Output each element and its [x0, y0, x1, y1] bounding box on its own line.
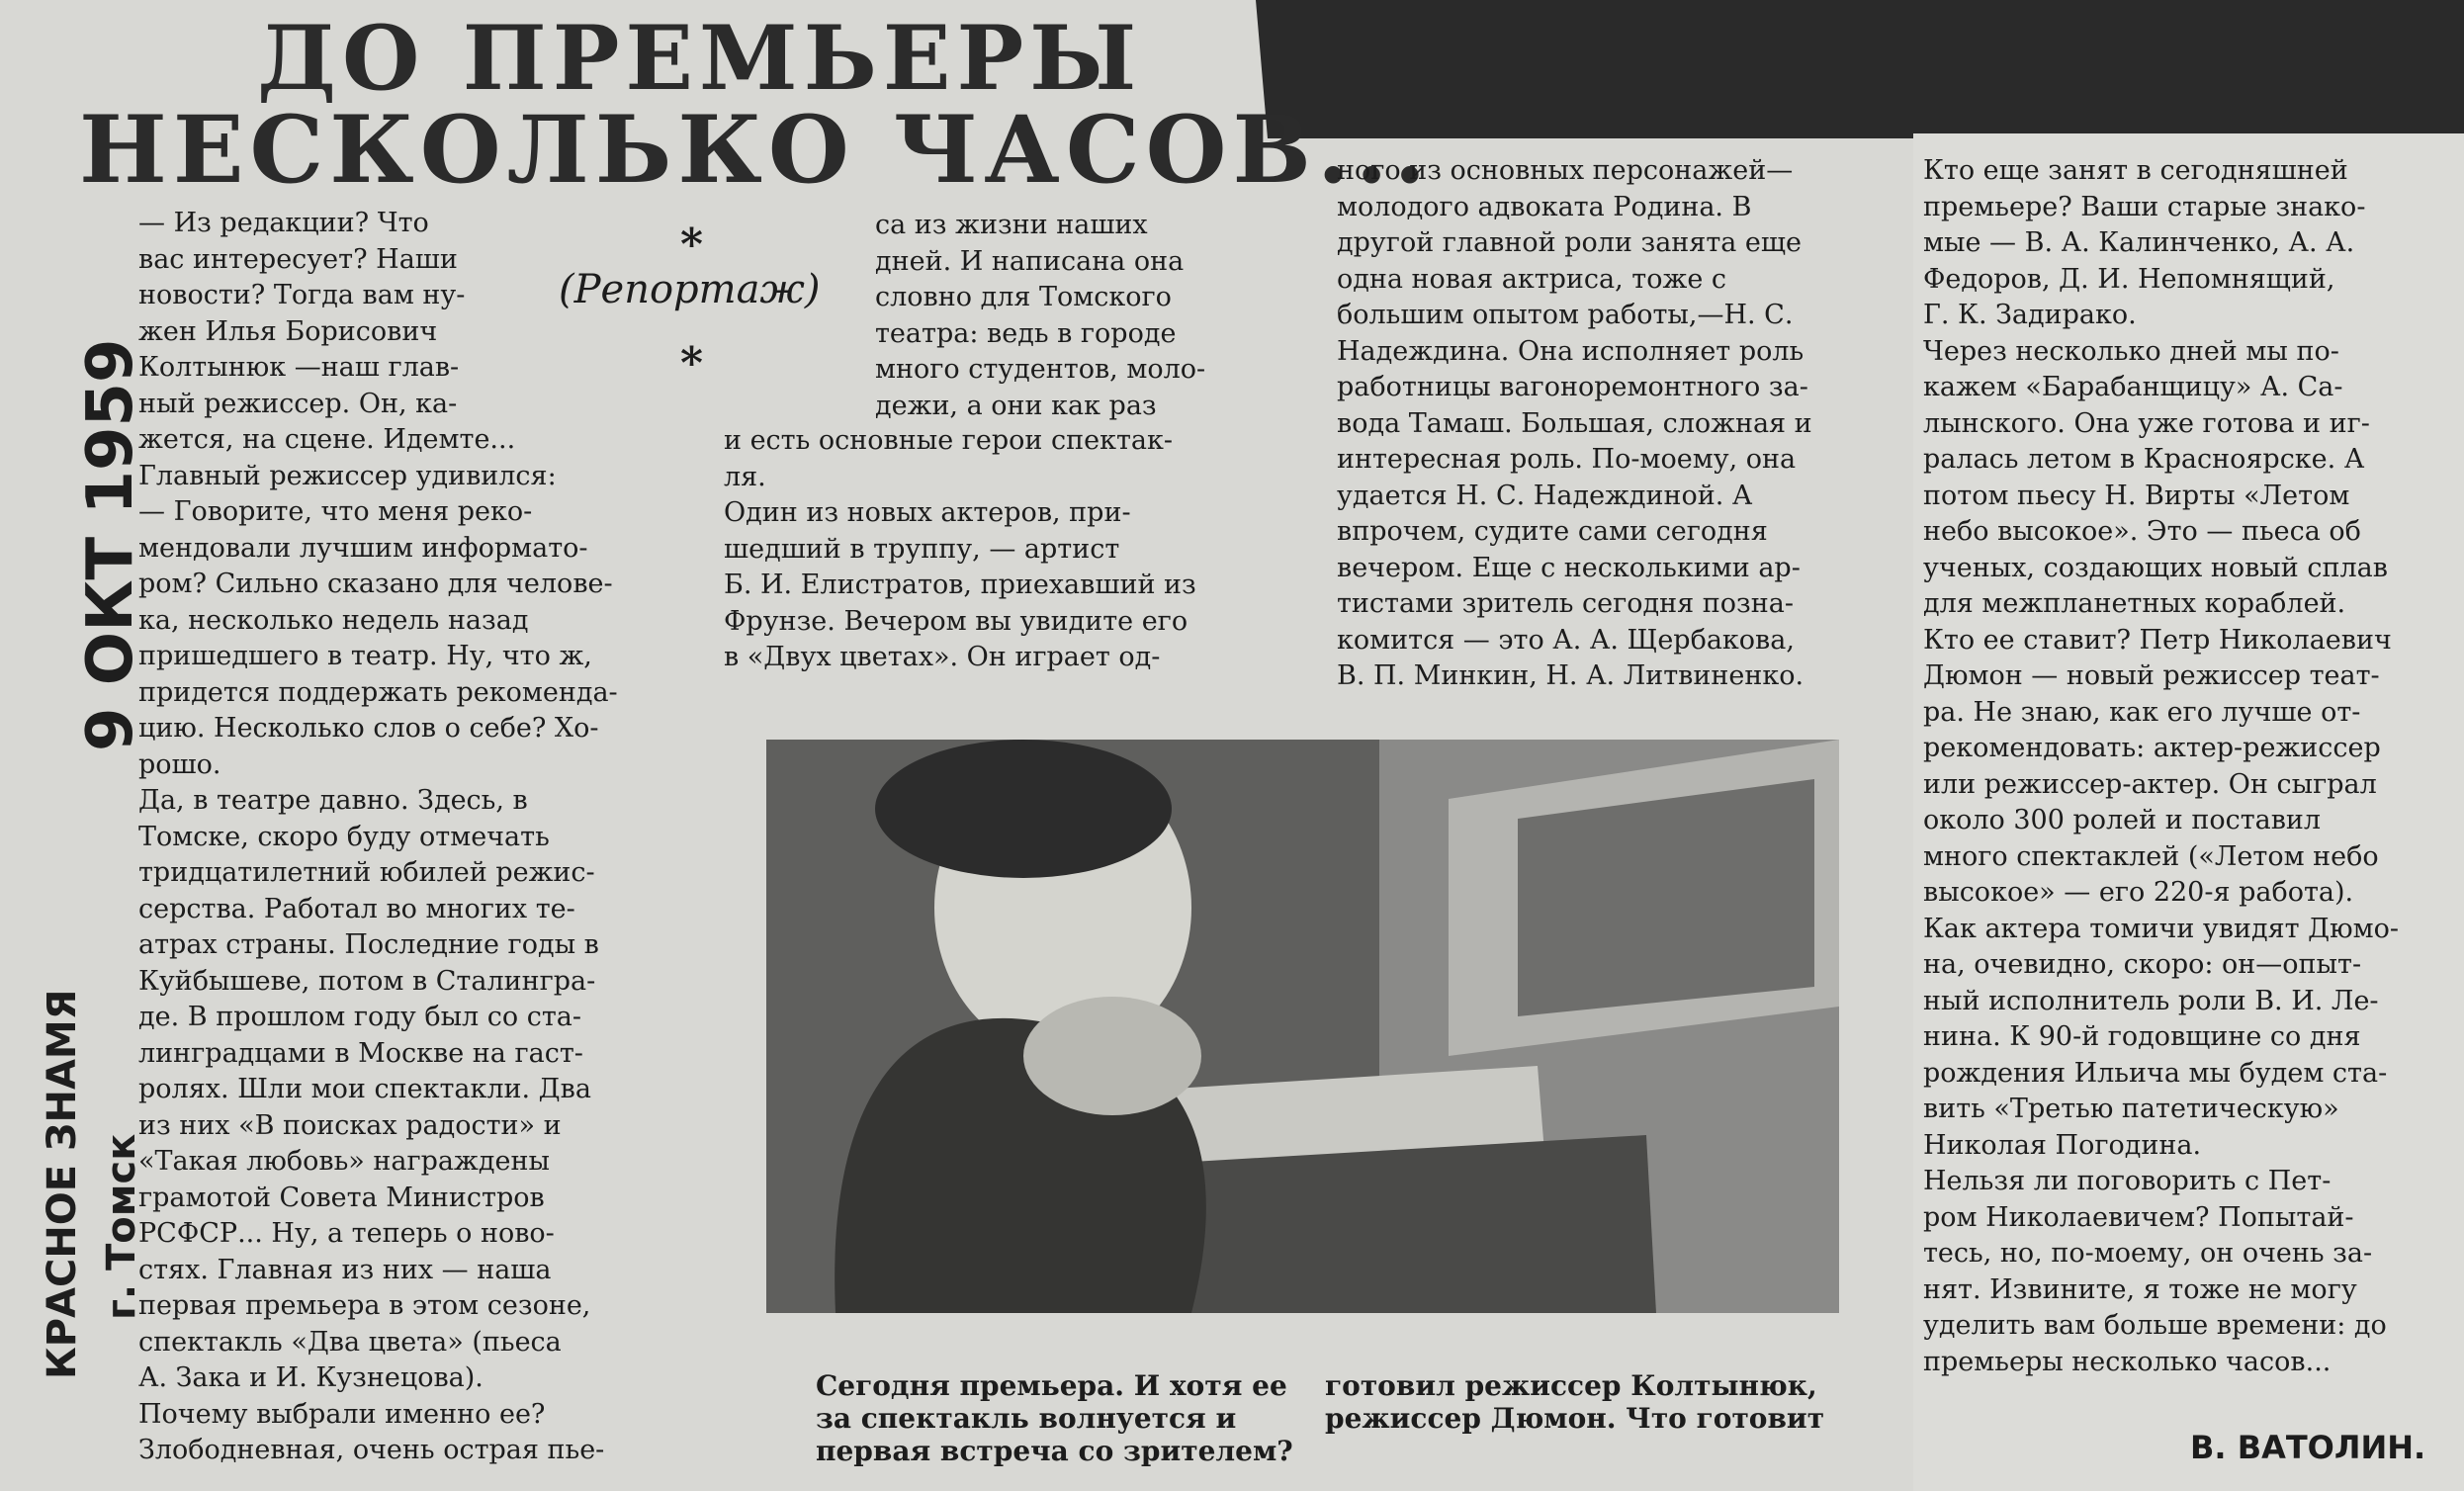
- subtitle: (Репортаж): [559, 267, 821, 312]
- portrait-photo: [766, 740, 1839, 1313]
- photo-caption-right: готовил режиссер Колтынюк, режиссер Дюмон. Что готовит: [1325, 1369, 1825, 1435]
- asterisk-ornament: *: [680, 219, 704, 270]
- article-column-4: Кто еще занят в сегодняшней премьере? Ваши старые знако- мые — В. А. Калинченко, А. А. Федоров, Д. И. Непомнящий, Г. К. Задирако. Через несколько дней мы по- кажем «Барабанщицу» А. Са- лынского. Она уже готова и иг- ралась летом в Красноярске. А потом пьесу Н. Вирты «Летом небо высокое». Это — пьеса об ученых, создающих новый сплав для межпланетных кораблей. Кто ее ставит? Петр Николаевич Дюмон — новый режиссер теат- ра. Не знаю, как его лучше от- рекомендовать: актер-режиссер или режиссер-актер. Он сыграл около 300 ролей и поставил много спектаклей («Летом небо высокое» — его 220-я работа). Как актера томичи увидят Дюмо- на, очевидно, скоро: он—опыт- ный исполнитель роли В. И. Ле- нина. К 90-й годовщине со дня рождения Ильича мы будем ста- вить «Третью патетическую» Николая Погодина. Нельзя ли поговорить с Пет- ром Николаевичем? Попытай- тесь, но, по-моему, он очень за- нят. Извините, я тоже не могу уделить вам больше времени: до премьеры несколько часов...: [1923, 155, 2400, 1377]
- article-column-1: — Из редакции? Что вас интересует? Наши новости? Тогда вам ну- жен Илья Борисович Колтынюк —наш глав- ный режиссер. Он, ка- жется, на сцене. Идемте... Главный режиссер удивился: — Говорите, что меня реко- мендовали лучшим информато- ром? Сильно сказано для челове- ка, несколько недель назад пришедшего в театр. Ну, что ж, придется поддержать рекоменда- цию. Несколько слов о себе? Хо- рошо. Да, в театре давно. Здесь, в Томске, скоро буду отмечать тридцатилетний юбилей режис- серства. Работал во многих те- атрах страны. Последние годы в Куйбышеве, потом в Сталингра- де. В прошлом году был со ста- линградцами в Москве на гаст- ролях. Шли мои спектакли. Два из них «В поисках радости» и «Такая любовь» награждены грамотой Совета Министров РСФСР... Ну, а теперь о ново- стях. Главная из них — наша первая премьера в этом сезоне, спектакль «Два цвета» (пьеса А. Зака и И. Кузнецова). Почему выбрали именно ее? Злободневная, очень острая пье-: [138, 208, 618, 1465]
- newspaper-name: КРАСНОЕ ЗНАМЯ: [40, 989, 85, 1379]
- asterisk-ornament: *: [680, 338, 704, 389]
- article-column-2-bottom: и есть основные герои спектак- ля. Один из новых актеров, при- шедший в труппу, — артист Б. И. Елистратов, приехавший из Фрунзе. Вечером вы увидите его в «Двух цветах». Он играет од-: [724, 425, 1196, 672]
- author-signature: В. ВАТОЛИН.: [2190, 1429, 2426, 1466]
- article-column-2-top: са из жизни наших дней. И написана она словно для Томского театра: ведь в городе много студентов, моло- дежи, а они как раз: [875, 210, 1206, 421]
- article-column-3: ного из основных персонажей— молодого адвоката Родина. В другой главной роли занята еще одна новая актриса, тоже с большим опытом работы,—Н. С. Надеждина. Она исполняет роль работницы вагоноремонтного за- вода Тамаш. Большая, сложная и интересная роль. По-моему, она удается Н. С. Надеждиной. А впрочем, судите сами сегодня вечером. Еще с несколькими ар- тистами зритель сегодня позна- комится — это А. А. Щербакова, В. П. Минкин, Н. А. Литвиненко.: [1337, 155, 1812, 691]
- headline-line2: НЕСКОЛЬКО ЧАСОВ...: [79, 96, 1433, 205]
- city-name: г. Томск: [99, 1133, 144, 1320]
- headline-line1: ДО ПРЕМЬЕРЫ: [257, 6, 1143, 111]
- date-stamp: 9 ОКТ 1959: [74, 338, 147, 751]
- photo-caption-left: Сегодня премьера. И хотя ее за спектакль волнуется и первая встреча со зрителем?: [816, 1369, 1293, 1467]
